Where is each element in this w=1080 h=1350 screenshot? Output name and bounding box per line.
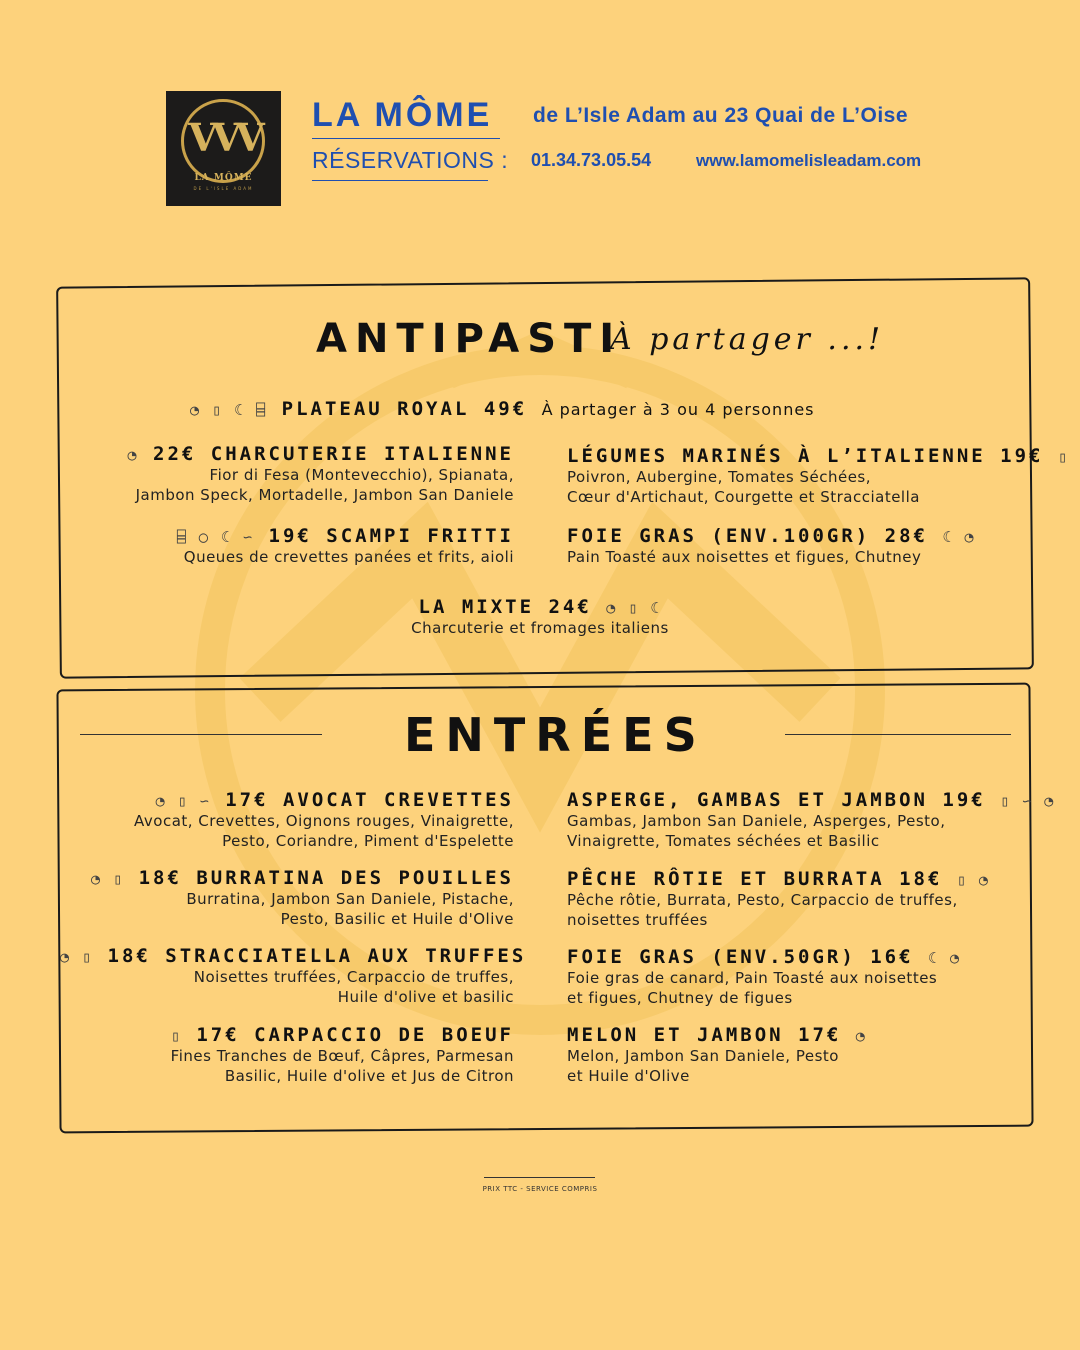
item-description: Burratina, Jambon San Daniele, Pistache, xyxy=(186,890,514,908)
item-description: Jambon Speck, Mortadelle, Jambon San Daniele xyxy=(135,486,514,504)
allergen-icons: ▯ xyxy=(1057,448,1069,466)
logo-text: LA MÔME xyxy=(194,173,253,183)
allergen-icons: ☾ ◔ xyxy=(928,949,962,967)
entrees-title: ENTRÉES xyxy=(404,708,707,762)
allergen-icons: ◔ ▯ ☾ xyxy=(606,599,662,617)
reservations-underline xyxy=(312,180,488,181)
menu-item xyxy=(567,525,1007,567)
item-name: 19€ SCAMPI FRITTI xyxy=(268,525,514,547)
menu-item xyxy=(60,867,514,929)
item-name: LA MIXTE 24€ xyxy=(418,596,592,618)
allergen-icons: ▯ ◔ xyxy=(956,871,990,889)
menu-item xyxy=(90,525,514,567)
restaurant-logo xyxy=(166,91,281,206)
menu-item xyxy=(567,789,1056,851)
item-description: Fines Tranches de Bœuf, Câpres, Parmesan xyxy=(170,1047,514,1065)
item-description: Foie gras de canard, Pain Toasté aux noisettes xyxy=(567,969,938,987)
allergen-icons: ◔ xyxy=(855,1027,867,1045)
website-link[interactable]: www.lamomelisleadam.com xyxy=(696,151,922,170)
item-description: Pêche rôtie, Burrata, Pesto, Carpaccio de truffes, xyxy=(567,891,958,909)
menu-item xyxy=(567,868,1027,930)
brand-name: LA MÔME xyxy=(312,96,493,134)
allergen-icons: ⌸ ◯ ☾ ∽ xyxy=(176,528,255,546)
item-note: À partager à 3 ou 4 personnes xyxy=(541,400,815,419)
item-name: PLATEAU ROYAL 49€ xyxy=(281,398,528,420)
item-description: Fior di Fesa (Montevecchio), Spianata, xyxy=(209,466,514,484)
item-description: Poivron, Aubergine, Tomates Séchées, xyxy=(567,468,872,486)
item-description: Basilic, Huile d'olive et Jus de Citron xyxy=(224,1067,514,1085)
item-name: 18€ STRACCIATELLA AUX TRUFFES xyxy=(107,945,527,967)
item-name: 22€ CHARCUTERIE ITALIENNE xyxy=(153,443,514,465)
allergen-icons: ▯ xyxy=(170,1027,182,1045)
allergen-icons: ◔ ▯ ☾ ⌸ xyxy=(190,401,268,419)
item-description: Charcuterie et fromages italiens xyxy=(411,619,669,637)
title-rule-left xyxy=(80,734,322,735)
item-description: Huile d'olive et basilic xyxy=(337,988,514,1006)
title-rule-right xyxy=(785,734,1011,735)
item-description: noisettes truffées xyxy=(567,911,708,929)
item-name: ASPERGE, GAMBAS ET JAMBON 19€ xyxy=(567,789,986,811)
allergen-icons: ☾ ◔ xyxy=(942,528,976,546)
item-description: Avocat, Crevettes, Oignons rouges, Vinaigrette, xyxy=(134,812,514,830)
item-name: 18€ BURRATINA DES POUILLES xyxy=(138,867,514,889)
menu-item xyxy=(60,789,514,851)
item-name: FOIE GRAS (ENV.50GR) 16€ xyxy=(567,946,914,968)
menu-item xyxy=(60,1024,514,1086)
menu-item xyxy=(60,945,527,1007)
location-text: de L’Isle Adam au 23 Quai de L’Oise xyxy=(533,104,909,127)
item-description: Cœur d'Artichaut, Courgette et Stracciatella xyxy=(567,488,920,506)
logo-subtext: DE L'ISLE ADAM xyxy=(193,186,254,191)
item-description: Vinaigrette, Tomates séchées et Basilic xyxy=(567,832,880,850)
allergen-icons: ◔ xyxy=(127,446,139,464)
item-name: MELON ET JAMBON 17€ xyxy=(567,1024,842,1046)
allergen-icons: ◔ ▯ ∽ xyxy=(155,792,211,810)
item-description: Pesto, Basilic et Huile d'Olive xyxy=(280,910,514,928)
footer-rule xyxy=(484,1177,595,1178)
antipasti-title: ANTIPASTI xyxy=(316,316,623,362)
menu-item xyxy=(567,445,1069,507)
menu-item xyxy=(90,443,514,505)
phone-number[interactable]: 01.34.73.05.54 xyxy=(531,150,652,170)
item-description: Melon, Jambon San Daniele, Pesto xyxy=(567,1047,839,1065)
menu-item xyxy=(567,1024,1027,1086)
item-name: PÊCHE RÔTIE ET BURRATA 18€ xyxy=(567,868,943,890)
item-description: Gambas, Jambon San Daniele, Asperges, Pesto, xyxy=(567,812,946,830)
item-description: Noisettes truffées, Carpaccio de truffes, xyxy=(193,968,514,986)
menu-item xyxy=(567,946,1027,1008)
price-note: PRIX TTC - SERVICE COMPRIS xyxy=(482,1185,598,1193)
menu-item xyxy=(340,596,740,638)
allergen-icons: ◔ ▯ xyxy=(60,948,94,966)
reservations-label: RÉSERVATIONS : xyxy=(312,147,509,173)
item-description: et Huile d'Olive xyxy=(567,1067,690,1085)
allergen-icons: ▯ ∽ ◔ xyxy=(1000,792,1056,810)
item-name: 17€ AVOCAT CREVETTES xyxy=(225,789,514,811)
item-name: 17€ CARPACCIO DE BOEUF xyxy=(196,1024,514,1046)
antipasti-subtitle: À partager ...! xyxy=(610,322,885,357)
item-description: Pesto, Coriandre, Piment d'Espelette xyxy=(222,832,514,850)
item-description: et figues, Chutney de figues xyxy=(567,989,793,1007)
item-description: Pain Toasté aux noisettes et figues, Chutney xyxy=(567,548,922,566)
item-name: LÉGUMES MARINÉS À L’ITALIENNE 19€ xyxy=(567,445,1044,467)
item-description: Queues de crevettes panées et frits, aioli xyxy=(183,548,514,566)
logo-monogram: VVV xyxy=(188,115,259,160)
item-name: FOIE GRAS (ENV.100GR) 28€ xyxy=(567,525,928,547)
plateau-royal-item xyxy=(190,398,815,420)
brand-underline xyxy=(312,138,500,139)
allergen-icons: ◔ ▯ xyxy=(91,870,125,888)
